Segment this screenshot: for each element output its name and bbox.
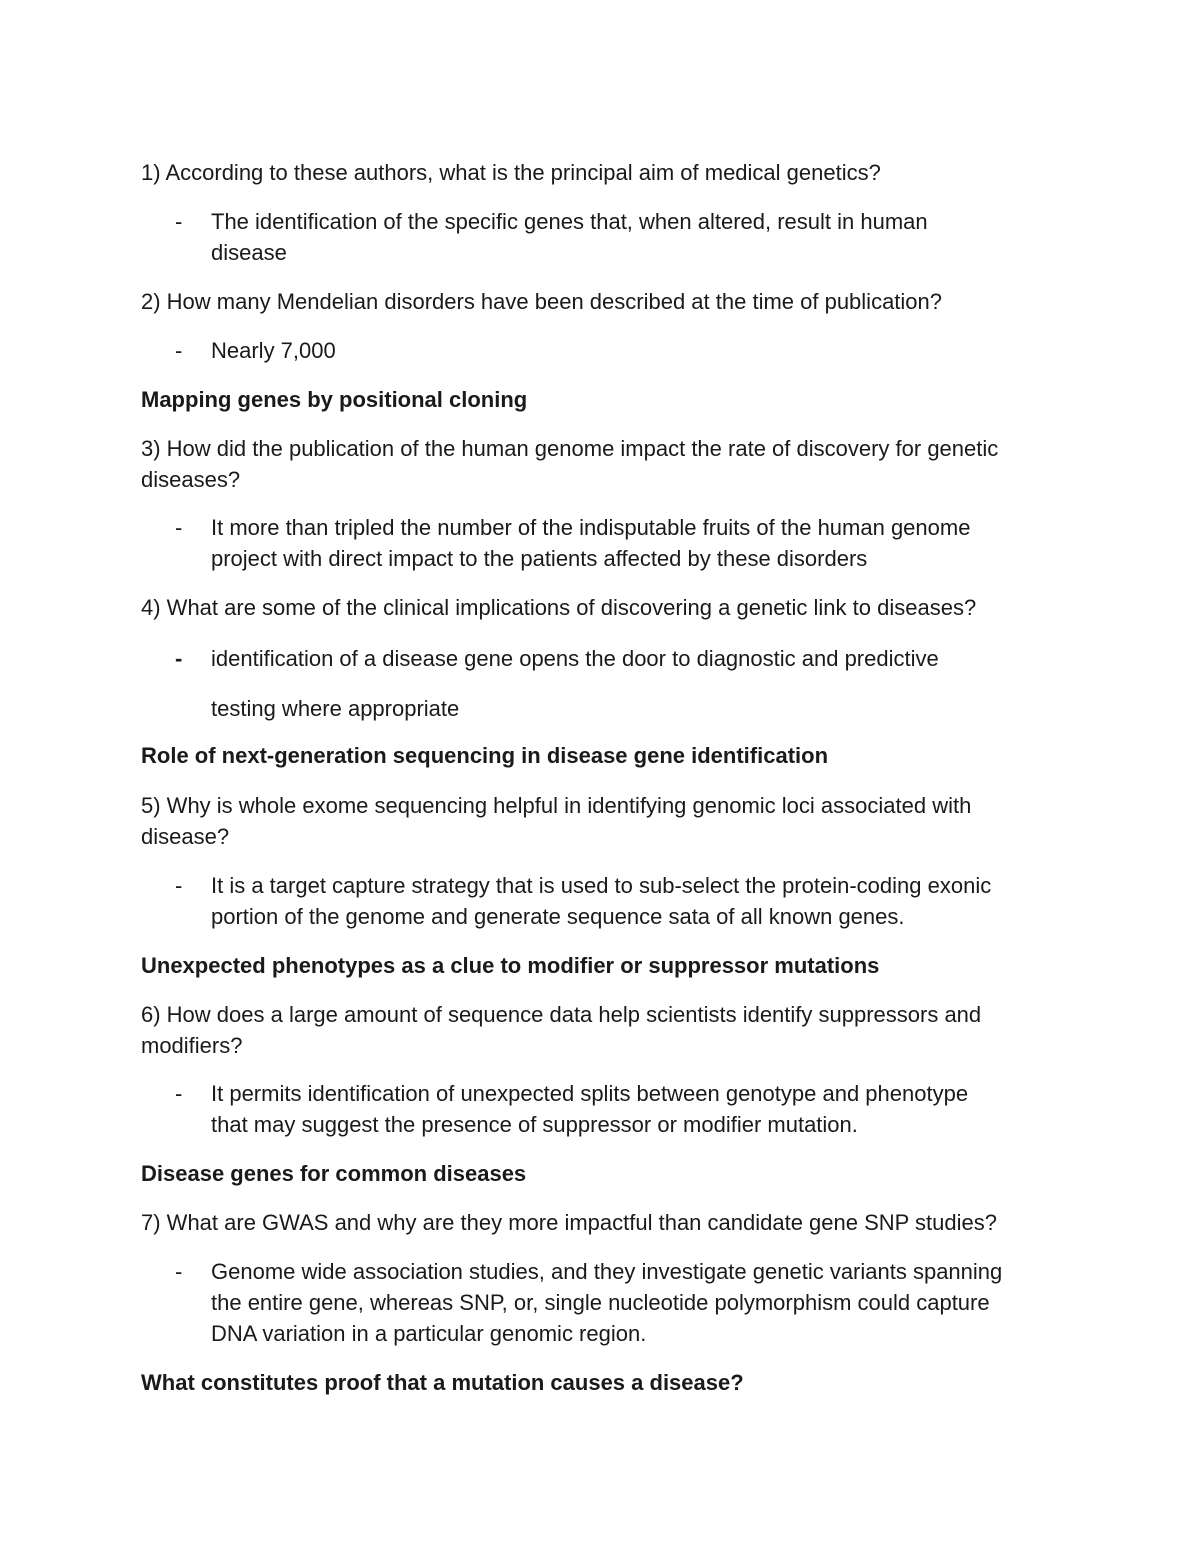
bullet-dash: - [175,646,183,671]
question-3-line-2: diseases? [141,467,241,492]
question-2: 2) How many Mendelian disorders have been described at the time of publication? [141,289,943,314]
answer-4-line-2: testing where appropriate [211,696,460,721]
bullet-dash: - [175,1081,183,1106]
answer-3-line-2: project with direct impact to the patients affected by these disorders [211,546,868,571]
bullet-dash: - [175,515,183,540]
question-3-line-1: 3) How did the publication of the human genome impact the rate of discovery for genetic [141,436,999,461]
question-5-line-2: disease? [141,824,230,849]
question-6-line-1: 6) How does a large amount of sequence data help scientists identify suppressors and [141,1002,982,1027]
question-4: 4) What are some of the clinical implications of discovering a genetic link to diseases? [141,595,977,620]
answer-6-line-2: that may suggest the presence of suppressor or modifier mutation. [211,1112,858,1137]
answer-5-line-2: portion of the genome and generate sequence sata of all known genes. [211,904,905,929]
bullet-dash: - [175,873,183,898]
answer-7-line-1: Genome wide association studies, and they investigate genetic variants spanning [211,1259,1003,1284]
section-heading-common-diseases: Disease genes for common diseases [141,1161,527,1186]
answer-6-line-1: It permits identification of unexpected splits between genotype and phenotype [211,1081,969,1106]
question-6-line-2: modifiers? [141,1033,243,1058]
answer-2-line-1: Nearly 7,000 [211,338,336,363]
section-heading-unexpected-phenotypes: Unexpected phenotypes as a clue to modifier or suppressor mutations [141,953,880,978]
answer-1-line-1: The identification of the specific genes that, when altered, result in human [211,209,928,234]
question-7: 7) What are GWAS and why are they more impactful than candidate gene SNP studies? [141,1210,998,1235]
question-5-line-1: 5) Why is whole exome sequencing helpful in identifying genomic loci associated with [141,793,972,818]
answer-7-line-3: DNA variation in a particular genomic region. [211,1321,647,1346]
answer-3-line-1: It more than tripled the number of the indisputable fruits of the human genome [211,515,971,540]
section-heading-positional-cloning: Mapping genes by positional cloning [141,387,528,412]
bullet-dash: - [175,209,183,234]
answer-1-line-2: disease [211,240,287,265]
answer-4-line-1: identification of a disease gene opens the door to diagnostic and predictive [211,646,939,671]
question-1: 1) According to these authors, what is the principal aim of medical genetics? [141,160,881,185]
section-heading-next-gen-sequencing: Role of next-generation sequencing in disease gene identification [141,743,829,768]
section-heading-proof-of-mutation: What constitutes proof that a mutation causes a disease? [141,1370,744,1395]
answer-5-line-1: It is a target capture strategy that is used to sub-select the protein-coding exonic [211,873,992,898]
answer-7-line-2: the entire gene, whereas SNP, or, single nucleotide polymorphism could capture [211,1290,990,1315]
bullet-dash: - [175,1259,183,1284]
bullet-dash: - [175,338,183,363]
